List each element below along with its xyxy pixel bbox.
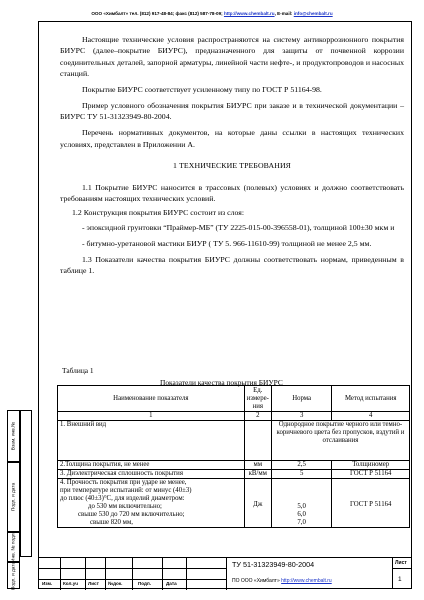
section-heading: 1 ТЕХНИЧЕСКИЕ ТРЕБОВАНИЯ bbox=[173, 161, 291, 171]
table-cell: мм bbox=[244, 461, 271, 470]
paragraph: 1.3 Показатели качества покрытия БИУРС должны соответствовать нормам, приведенным в таблице 1. bbox=[60, 254, 404, 275]
stamp-col-label: Кол.уч bbox=[63, 581, 78, 586]
table-cell bbox=[271, 479, 332, 528]
table-cell bbox=[244, 421, 271, 461]
document-code: ТУ 51-31323949-80-2004 bbox=[232, 560, 315, 569]
sheet-number: 1 bbox=[398, 576, 402, 583]
stamp-col-line bbox=[132, 558, 133, 590]
side-inv-podl: Инв. № подл. bbox=[7, 532, 20, 562]
paragraph: Перечень нормативных документов, на которые даны ссылки в настоящих технических условиях, представлен в Приложении А. bbox=[60, 128, 404, 149]
header-email-label: , E-mail: bbox=[274, 11, 293, 16]
table-row bbox=[58, 461, 410, 470]
footer-url-link[interactable]: http://www.chembalt.ru bbox=[281, 578, 332, 584]
header-url-link[interactable]: http://www.chembalt.ru bbox=[223, 11, 275, 16]
table-caption: Показатели качества покрытия БИУРС bbox=[160, 378, 283, 387]
norm-value: 5,0 bbox=[297, 503, 306, 510]
table-cell: Однородное покрытие черного или темно-коричневого цвета без пропусков, вздутий и отслаивания bbox=[271, 421, 409, 461]
stamp-col-label: Подп. bbox=[138, 581, 152, 586]
row4-line: при температуре испытаний: от минус (40±3) bbox=[60, 487, 192, 494]
table-cell: 2.Толщина покрытия, не менее bbox=[58, 461, 245, 470]
stamp-col-line bbox=[186, 558, 187, 590]
row4-line: свыше 820 мм, bbox=[90, 519, 133, 526]
table-header-row bbox=[58, 386, 410, 412]
document-body bbox=[60, 34, 404, 276]
table-cell: 4 bbox=[332, 412, 410, 421]
paragraph: - эпоксидной грунтовки “Праймер-МБ” (ТУ 2225-015-00-396558-01), толщиной 100±30 мкм и bbox=[82, 222, 395, 232]
paragraph: Пример условного обозначения покрытия БИУРС при заказе и в технической документации – БИУРС ТУ 51-31323949-80-2004. bbox=[60, 101, 404, 122]
side-sign-date-2: Подп. и дата bbox=[7, 562, 20, 589]
header-email-link[interactable]: info@chembalt.ru bbox=[293, 11, 333, 16]
stamp-col-label: Лист bbox=[88, 581, 99, 586]
stamp-col-label: №док. bbox=[108, 581, 123, 586]
table-row bbox=[58, 421, 410, 461]
stamp-col-label: Дата bbox=[166, 581, 177, 586]
table-cell: Дж bbox=[244, 479, 271, 528]
table-header-cell: Норма bbox=[271, 386, 332, 412]
table-cell: кВ/мм bbox=[244, 470, 271, 479]
table-number-row bbox=[58, 412, 410, 421]
table-cell: Толщиномер bbox=[332, 461, 410, 470]
norm-value: 6,0 bbox=[297, 511, 306, 518]
indicators-table bbox=[57, 385, 410, 528]
table-row bbox=[58, 470, 410, 479]
stamp-col-line bbox=[105, 558, 106, 590]
row4-line: 4. Прочность покрытия при ударе не менее, bbox=[60, 479, 187, 486]
table-header-cell: Метод испытания bbox=[332, 386, 410, 412]
table-header-cell: Ед. измере-ния bbox=[244, 386, 271, 412]
table-header-cell: Наименование показателя bbox=[58, 386, 245, 412]
paragraph: - битумно-уретановой мастики БИУР ( ТУ 5. 966-11610-99) толщиной не менее 2,5 мм. bbox=[82, 238, 372, 248]
stamp-col-line bbox=[60, 558, 61, 590]
table-cell bbox=[58, 479, 245, 528]
paragraph: 1.2 Конструкция покрытия БИУРС состоит из слоя: bbox=[72, 208, 245, 218]
table-cell: ГОСТ Р 51164 bbox=[332, 479, 410, 528]
side-sign-date-1: Подп. и дата bbox=[7, 462, 20, 532]
row4-line: до плюс (40±3)°С, для изделий диаметром: bbox=[60, 495, 185, 502]
table-row bbox=[58, 479, 410, 528]
row4-line: до 530 мм включительно; bbox=[88, 503, 162, 510]
table-cell: 3. Диэлектрическая сплошность покрытия bbox=[58, 470, 245, 479]
table-cell: ГОСТ Р 51164 bbox=[332, 470, 410, 479]
footer-org bbox=[232, 578, 332, 584]
table-cell: 1 bbox=[58, 412, 245, 421]
footer-org-name: ПО ООО «Химбалт» bbox=[232, 578, 280, 584]
stamp-col-line bbox=[85, 558, 86, 590]
table-cell: 2,5 bbox=[271, 461, 332, 470]
table-cell: 1. Внешний вид bbox=[58, 421, 245, 461]
stamp-col-label: Изм. bbox=[42, 581, 53, 586]
side-inv-dubl: Взам. инв.№ bbox=[7, 410, 20, 462]
table-cell: 2 bbox=[244, 412, 271, 421]
side-column bbox=[20, 410, 32, 557]
row4-line: свыше 530 до 720 мм включительно; bbox=[78, 511, 185, 518]
paragraph: Настоящие технические условия распространяются на систему антикоррозионного покрытия БИУРС (далее–покрытие БИУРС), предназначенного для защиты от почвенной коррозии соединительных деталей, запорной арматуры, линейной части нефте-, и продуктопроводов и насосных станций. bbox=[60, 35, 404, 79]
header-org-line: ООО «Химбалт» тел. (812) 917-48-84; факс (812) 587-78-09; bbox=[91, 11, 223, 16]
title-block bbox=[38, 557, 412, 589]
sheet-label: Лист bbox=[395, 560, 407, 566]
norm-value: 7,0 bbox=[297, 519, 306, 526]
stamp-col-line bbox=[226, 558, 227, 590]
table-cell: 5 bbox=[271, 470, 332, 479]
page-header bbox=[0, 11, 424, 16]
table-cell: 3 bbox=[271, 412, 332, 421]
paragraph: 1.1 Покрытие БИУРС наносится в трассовых (полевых) условиях и должно соответствовать требованиям настоящих технических условий. bbox=[60, 182, 404, 203]
paragraph: Покрытие БИУРС соответствует усиленному типу по ГОСТ Р 51164-98. bbox=[82, 85, 322, 95]
stamp-col-line bbox=[162, 558, 163, 590]
table-number: Таблица 1 bbox=[62, 366, 94, 375]
